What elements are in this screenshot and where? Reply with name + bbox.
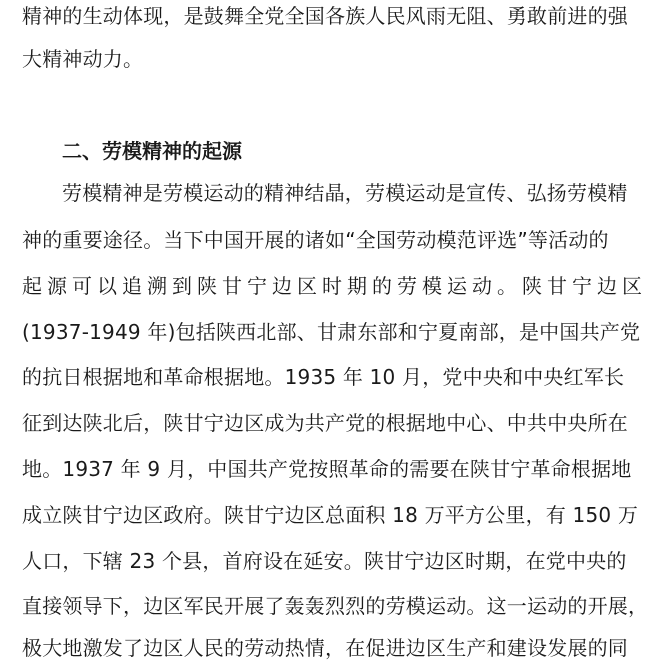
paragraph-line: 成立陕甘宁边区政府。陕甘宁边区总面积 18 万平方公里，有 150 万 <box>22 503 639 527</box>
paragraph-line: 极大地激发了边区人民的劳动热情，在促进边区生产和建设发展的同 <box>22 636 628 660</box>
paragraph-line: 直接领导下，边区军民开展了轰轰烈烈的劳模运动。这一运动的开展， <box>22 594 648 618</box>
paragraph-line: 人口，下辖 23 个县，首府设在延安。陕甘宁边区时期，在党中央的 <box>22 549 627 573</box>
paragraph-line: 精神的生动体现，是鼓舞全党全国各族人民风雨无阻、勇敢前进的强 <box>22 4 628 28</box>
paragraph-line: 地。1937 年 9 月，中国共产党按照革命的需要在陕甘宁革命根据地 <box>22 457 632 481</box>
section-heading: 二、劳模精神的起源 <box>62 139 242 163</box>
paragraph-line: 征到达陕北后，陕甘宁边区成为共产党的根据地中心、中共中央所在 <box>22 411 628 435</box>
paragraph-line: 的抗日根据地和革命根据地。1935 年 10 月，党中央和中央红军长 <box>22 365 625 389</box>
paragraph-line: 大精神动力。 <box>22 47 144 71</box>
paragraph-line: 起源可以追溯到陕甘宁边区时期的劳模运动。陕甘宁边区 <box>22 274 647 298</box>
paragraph-line: (1937-1949 年)包括陕西北部、甘肃东部和宁夏南部，是中国共产党 <box>22 320 641 344</box>
paragraph-line: 神的重要途径。当下中国开展的诸如“全国劳动模范评选”等活动的 <box>22 228 609 252</box>
paragraph-line: 劳模精神是劳模运动的精神结晶，劳模运动是宣传、弘扬劳模精 <box>62 181 628 205</box>
